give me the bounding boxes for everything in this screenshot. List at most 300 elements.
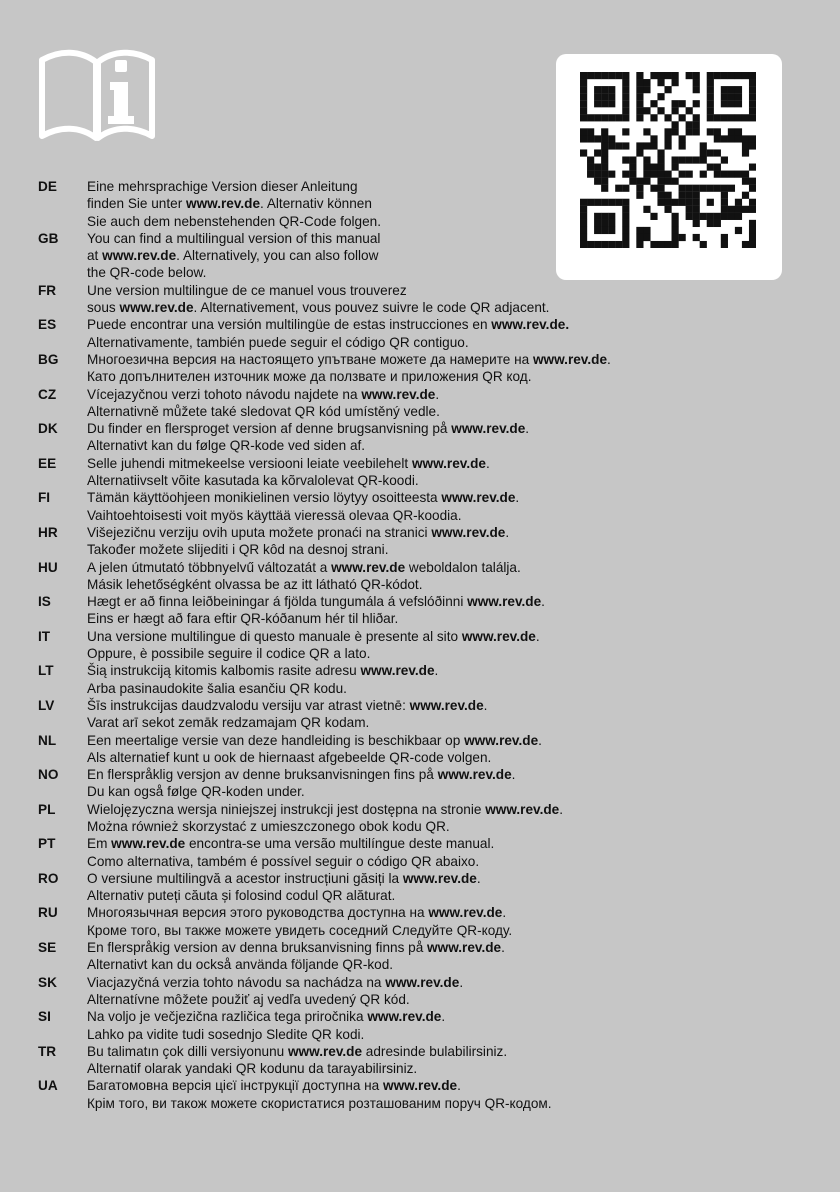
url-link[interactable]: www.rev.de. [491, 317, 570, 333]
language-text [87, 662, 828, 697]
text-line [87, 403, 828, 420]
qr-module [594, 135, 601, 142]
url-link[interactable]: www.rev.de [409, 697, 484, 713]
language-code: CZ [38, 386, 57, 402]
qr-module [601, 164, 608, 171]
text-segment: Em [87, 836, 112, 852]
text-line [87, 437, 828, 454]
qr-module [749, 93, 756, 100]
language-text [87, 835, 828, 870]
qr-module [643, 107, 650, 114]
qr-module [657, 149, 664, 156]
qr-module [643, 128, 650, 135]
qr-module [622, 93, 629, 100]
qr-module [643, 79, 650, 86]
qr-module [742, 142, 749, 149]
language-entry-cz [38, 386, 828, 421]
qr-module [728, 171, 735, 178]
text-segment: Como alternativa, também é possível seguir o código QR abaixo. [87, 853, 480, 869]
language-entry-si [38, 1008, 828, 1043]
url-link[interactable]: www.rev.de [102, 248, 177, 264]
text-segment: . [515, 490, 520, 506]
language-entry-pl [38, 801, 828, 836]
qr-module [587, 156, 594, 163]
language-entry-se [38, 939, 828, 974]
language-entry-gb [38, 230, 828, 282]
language-text [87, 628, 828, 663]
language-code: NO [38, 767, 59, 783]
qr-module [686, 121, 693, 128]
qr-module [735, 72, 742, 79]
text-segment: . Alternatively, you can also follow [176, 248, 379, 264]
qr-module [693, 86, 700, 93]
qr-module [721, 72, 728, 79]
text-segment: Du kan også følge QR-koden under. [87, 784, 305, 800]
text-line [87, 1026, 828, 1043]
qr-module [636, 79, 643, 86]
language-text [87, 351, 828, 386]
url-link[interactable]: www.rev.de [485, 801, 560, 817]
language-code: PL [38, 801, 56, 817]
text-segment: the QR-code below. [87, 265, 207, 281]
text-line [87, 974, 828, 991]
qr-module [629, 156, 636, 163]
qr-module [636, 93, 643, 100]
qr-module [587, 128, 594, 135]
url-link[interactable]: www.rev.de [411, 455, 486, 471]
text-line [87, 1077, 828, 1094]
text-segment: En flerspråkig version av denna bruksanvisning finns på [87, 940, 428, 956]
language-code: RO [38, 870, 59, 886]
language-entry-ee [38, 455, 828, 490]
qr-module [749, 79, 756, 86]
qr-module [749, 100, 756, 107]
url-link[interactable]: www.rev.de [111, 836, 186, 852]
qr-module [601, 156, 608, 163]
url-link[interactable]: www.rev.de [427, 940, 502, 956]
text-segment: encontra-se uma versão multilíngue deste manual. [185, 836, 495, 852]
language-text [87, 1008, 828, 1043]
text-segment: weboldalon találja. [405, 559, 521, 575]
text-segment: . [502, 905, 507, 921]
url-link[interactable]: www.rev.de [367, 1009, 442, 1025]
qr-module [693, 114, 700, 121]
url-link[interactable]: www.rev.de [464, 732, 539, 748]
text-segment: sous [87, 300, 120, 316]
text-segment: . [535, 628, 540, 644]
text-segment: En flerspråklig versjon av denne bruksanvisningen fins på [87, 767, 438, 783]
qr-module [672, 79, 679, 86]
qr-module [749, 142, 756, 149]
qr-module [636, 142, 643, 149]
text-segment: Багатомовна версія цієї інструкції доступна на [87, 1078, 384, 1094]
text-segment: Многоязычная версия этого руководства доступна на [87, 905, 429, 921]
qr-module [643, 156, 650, 163]
qr-module [679, 156, 686, 163]
qr-module [580, 100, 587, 107]
qr-module [686, 156, 693, 163]
text-line [87, 680, 828, 697]
qr-module [594, 149, 601, 156]
text-segment: . [559, 801, 564, 817]
text-line [87, 783, 828, 800]
url-link[interactable]: www.rev.de [287, 1043, 363, 1059]
qr-module [650, 114, 657, 121]
language-code: HU [38, 559, 58, 575]
qr-module [728, 93, 735, 100]
text-segment: Eins er hægt að fara eftir QR-kóðanum hér til hliðar. [87, 611, 399, 627]
language-text [87, 939, 828, 974]
qr-module [643, 164, 650, 171]
text-segment: at [87, 248, 103, 264]
qr-module [629, 164, 636, 171]
qr-module [594, 93, 601, 100]
text-segment: Eine mehrsprachige Version dieser Anleitung [87, 179, 358, 194]
language-code: FR [38, 282, 57, 298]
qr-module [700, 142, 707, 149]
text-line [87, 1060, 828, 1077]
language-code: BG [38, 351, 59, 367]
qr-module [608, 93, 615, 100]
qr-module [707, 86, 714, 93]
qr-module [714, 114, 721, 121]
language-entry-hu [38, 559, 828, 594]
qr-module [580, 128, 587, 135]
language-text [87, 801, 828, 836]
qr-module [657, 107, 664, 114]
qr-module [721, 114, 728, 121]
text-line [87, 541, 828, 558]
url-link[interactable]: www.rev.de [119, 300, 194, 316]
qr-module [664, 86, 671, 93]
text-segment: Lahko pa vidite tudi sosednjo Sledite QR kodi. [87, 1026, 365, 1042]
qr-module [664, 114, 671, 121]
text-segment: Alternativ puteți căuta și folosind codul QR alăturat. [87, 888, 396, 904]
qr-module [672, 156, 679, 163]
text-line [87, 1008, 828, 1025]
qr-module [580, 114, 587, 121]
url-link[interactable]: www.rev.de [385, 974, 460, 990]
text-line [87, 368, 828, 385]
qr-module [608, 100, 615, 107]
qr-module [664, 142, 671, 149]
qr-module [587, 72, 594, 79]
qr-module [721, 100, 728, 107]
text-line [87, 299, 828, 316]
qr-module [601, 114, 608, 121]
text-line [87, 489, 828, 506]
url-link[interactable]: www.rev.de [360, 663, 435, 679]
qr-module [721, 86, 728, 93]
qr-module [650, 171, 657, 178]
qr-module [707, 164, 714, 171]
text-line [87, 1095, 828, 1112]
language-text [87, 178, 828, 230]
text-segment: Alternativt kan du følge QR-kode ved siden af. [87, 438, 366, 454]
qr-module [735, 93, 742, 100]
text-segment: You can find a multilingual version of this manual [87, 230, 381, 246]
text-segment: Крім того, ви також можете скористатися розташованим поруч QR-кодом. [87, 1095, 552, 1111]
text-line [87, 507, 828, 524]
qr-module [615, 114, 622, 121]
text-segment: Arba pasinaudokite šalia esančiu QR kodu. [87, 680, 347, 696]
url-link[interactable]: www.rev.de [467, 594, 542, 610]
text-line [87, 334, 828, 351]
text-line [87, 991, 828, 1008]
language-text [87, 524, 828, 559]
qr-module [636, 114, 643, 121]
text-line [87, 818, 828, 835]
language-entry-dk [38, 420, 828, 455]
language-entry-de [38, 178, 828, 230]
qr-module [587, 114, 594, 121]
qr-module [714, 171, 721, 178]
language-text [87, 316, 828, 351]
qr-module [707, 72, 714, 79]
qr-module [735, 114, 742, 121]
qr-module [700, 156, 707, 163]
url-link[interactable]: www.rev.de [186, 196, 261, 212]
language-text [87, 766, 828, 801]
qr-module [657, 164, 664, 171]
qr-module [721, 93, 728, 100]
qr-module [686, 72, 693, 79]
qr-module [615, 72, 622, 79]
qr-module [679, 171, 686, 178]
qr-module [580, 149, 587, 156]
text-line [87, 922, 828, 939]
language-entry-pt [38, 835, 828, 870]
url-link[interactable]: www.rev.de [331, 559, 406, 575]
text-line [87, 610, 828, 627]
text-line [87, 264, 828, 281]
text-segment: Selle juhendi mitmekeelse versiooni leiate veebilehelt [87, 455, 412, 471]
qr-module [622, 114, 629, 121]
language-code: FI [38, 490, 51, 506]
qr-module [608, 114, 615, 121]
qr-module [735, 86, 742, 93]
text-segment: Du finder en flersproget version af denne brugsanvisning på [87, 421, 452, 437]
url-link[interactable]: www.rev.de [451, 421, 526, 437]
qr-module [749, 86, 756, 93]
url-link[interactable]: www.rev.de [431, 524, 506, 540]
qr-module [728, 135, 735, 142]
qr-module [608, 171, 615, 178]
url-link[interactable]: www.rev.de [428, 905, 503, 921]
qr-module [622, 79, 629, 86]
url-link[interactable]: www.rev.de [441, 490, 516, 506]
qr-module [580, 72, 587, 79]
text-line [87, 662, 828, 679]
text-segment: Šīs instrukcijas daudzvalodu versiju var atrast vietnē: [87, 697, 410, 713]
language-code: TR [38, 1043, 57, 1059]
qr-module [615, 142, 622, 149]
language-text [87, 230, 828, 282]
qr-module [693, 128, 700, 135]
text-segment: Másik lehetőségként olvassa be az itt látható QR-kódot. [87, 576, 423, 592]
qr-module [608, 86, 615, 93]
url-link[interactable]: www.rev.de [383, 1078, 458, 1094]
qr-module [735, 135, 742, 142]
qr-module [643, 171, 650, 178]
language-text [87, 386, 828, 421]
text-line [87, 472, 828, 489]
qr-module [735, 128, 742, 135]
qr-module [636, 100, 643, 107]
text-segment: Als alternatief kunt u ook de hiernaast afgebeelde QR-code volgen. [87, 749, 492, 765]
url-link[interactable]: www.rev.de [402, 870, 477, 886]
language-entry-is [38, 593, 828, 628]
language-entry-ro [38, 870, 828, 905]
language-code: ES [38, 317, 57, 333]
text-segment: . [525, 421, 530, 437]
language-code: RU [38, 905, 58, 921]
qr-module [601, 142, 608, 149]
text-segment: Una versione multilingue di questo manuale è presente al sito [87, 628, 462, 644]
qr-module [601, 128, 608, 135]
language-text [87, 420, 828, 455]
language-entry-fr [38, 282, 828, 317]
language-text [87, 974, 828, 1009]
text-segment: Кроме того, вы также можете увидеть соседний Следуйте QR-коду. [87, 922, 513, 938]
qr-module [629, 171, 636, 178]
qr-module [601, 100, 608, 107]
text-segment: Vícejazyčnou verzi tohoto návodu najdete na [87, 386, 362, 402]
qr-module [587, 164, 594, 171]
qr-module [622, 156, 629, 163]
qr-module [672, 121, 679, 128]
qr-module [749, 135, 756, 142]
text-line [87, 714, 828, 731]
language-code: DK [38, 421, 58, 437]
text-segment: . [441, 1009, 446, 1025]
language-code: NL [38, 732, 57, 748]
qr-module [636, 86, 643, 93]
qr-module [707, 100, 714, 107]
text-segment: . [538, 732, 542, 748]
url-link[interactable]: www.rev.de [532, 351, 608, 367]
text-segment: Alternatif olarak yandaki QR kodunu da tarayabilirsiniz. [87, 1061, 418, 1077]
qr-module [657, 93, 664, 100]
qr-module [721, 135, 728, 142]
qr-module [664, 171, 671, 178]
text-line [87, 559, 828, 576]
text-segment: Vaihtoehtoisesti voit myös käyttää vieressä olevaa QR-koodia. [87, 507, 462, 523]
language-code: HR [38, 524, 58, 540]
qr-module [742, 171, 749, 178]
qr-module [601, 171, 608, 178]
text-line [87, 835, 828, 852]
qr-module [601, 72, 608, 79]
text-line [87, 853, 828, 870]
text-segment: Oppure, è possibile seguire il codice QR a lato. [87, 646, 371, 662]
url-link[interactable]: www.rev.de [461, 628, 536, 644]
text-segment: . [505, 524, 510, 540]
text-line [87, 213, 828, 230]
url-link[interactable]: www.rev.de [437, 767, 512, 783]
language-entry-sk [38, 974, 828, 1009]
qr-module [650, 72, 657, 79]
qr-module [594, 100, 601, 107]
qr-module [693, 156, 700, 163]
qr-module [643, 142, 650, 149]
qr-module [707, 107, 714, 114]
text-segment: . Alternativement, vous pouvez suivre le code QR adjacent. [193, 300, 550, 316]
text-segment: . [483, 697, 488, 713]
qr-module [580, 107, 587, 114]
text-line [87, 904, 828, 921]
language-code: PT [38, 836, 56, 852]
qr-module [728, 72, 735, 79]
qr-module [622, 100, 629, 107]
qr-module [721, 171, 728, 178]
qr-module [672, 72, 679, 79]
language-entry-hr [38, 524, 828, 559]
text-line [87, 351, 828, 368]
qr-module [714, 135, 721, 142]
text-segment: . Alternativ können [260, 196, 372, 212]
qr-module [693, 121, 700, 128]
text-segment: Puede encontrar una versión multilingüe de estas instrucciones en [87, 317, 492, 333]
qr-module [693, 72, 700, 79]
text-segment: . [485, 455, 490, 471]
qr-module [608, 142, 615, 149]
qr-module [693, 79, 700, 86]
qr-module [672, 100, 679, 107]
qr-module [728, 100, 735, 107]
language-code: IS [38, 594, 51, 610]
language-entry-no [38, 766, 828, 801]
text-line [87, 593, 828, 610]
qr-module [650, 142, 657, 149]
language-text [87, 282, 828, 317]
text-line [87, 247, 828, 264]
url-link[interactable]: www.rev.de [361, 386, 436, 402]
text-line [87, 576, 828, 593]
qr-module [657, 171, 664, 178]
language-text [87, 593, 828, 628]
text-segment: . [501, 940, 505, 956]
language-entry-lv [38, 697, 828, 732]
qr-module [707, 149, 714, 156]
qr-module [707, 93, 714, 100]
qr-module [650, 164, 657, 171]
qr-module [742, 149, 749, 156]
qr-module [636, 149, 643, 156]
language-code: DE [38, 179, 57, 194]
qr-module [679, 142, 686, 149]
qr-module [749, 107, 756, 114]
text-segment: Многоезична версия на настоящето упътване можете да намерите на [87, 351, 533, 367]
qr-module [714, 72, 721, 79]
text-segment: Hægt er að finna leiðbeiningar á fjölda tungumála á vefslóðinni [87, 594, 468, 610]
language-text [87, 559, 828, 594]
text-segment: adresinde bulabilirsiniz. [362, 1043, 508, 1059]
text-line [87, 420, 828, 437]
text-segment: Višejezičnu verziju ovih uputa možete pronaći na stranici [87, 524, 432, 540]
text-segment: Šią instrukciją kitomis kalbomis rasite adresu [87, 663, 361, 679]
qr-module [686, 107, 693, 114]
qr-module [594, 72, 601, 79]
text-segment: Viacjazyčná verzia tohto návodu sa nachádza na [87, 974, 386, 990]
language-text [87, 489, 828, 524]
qr-module [594, 86, 601, 93]
language-text [87, 1077, 828, 1112]
qr-module [657, 156, 664, 163]
qr-module [643, 86, 650, 93]
language-text [87, 697, 828, 732]
language-code: UA [38, 1078, 58, 1094]
